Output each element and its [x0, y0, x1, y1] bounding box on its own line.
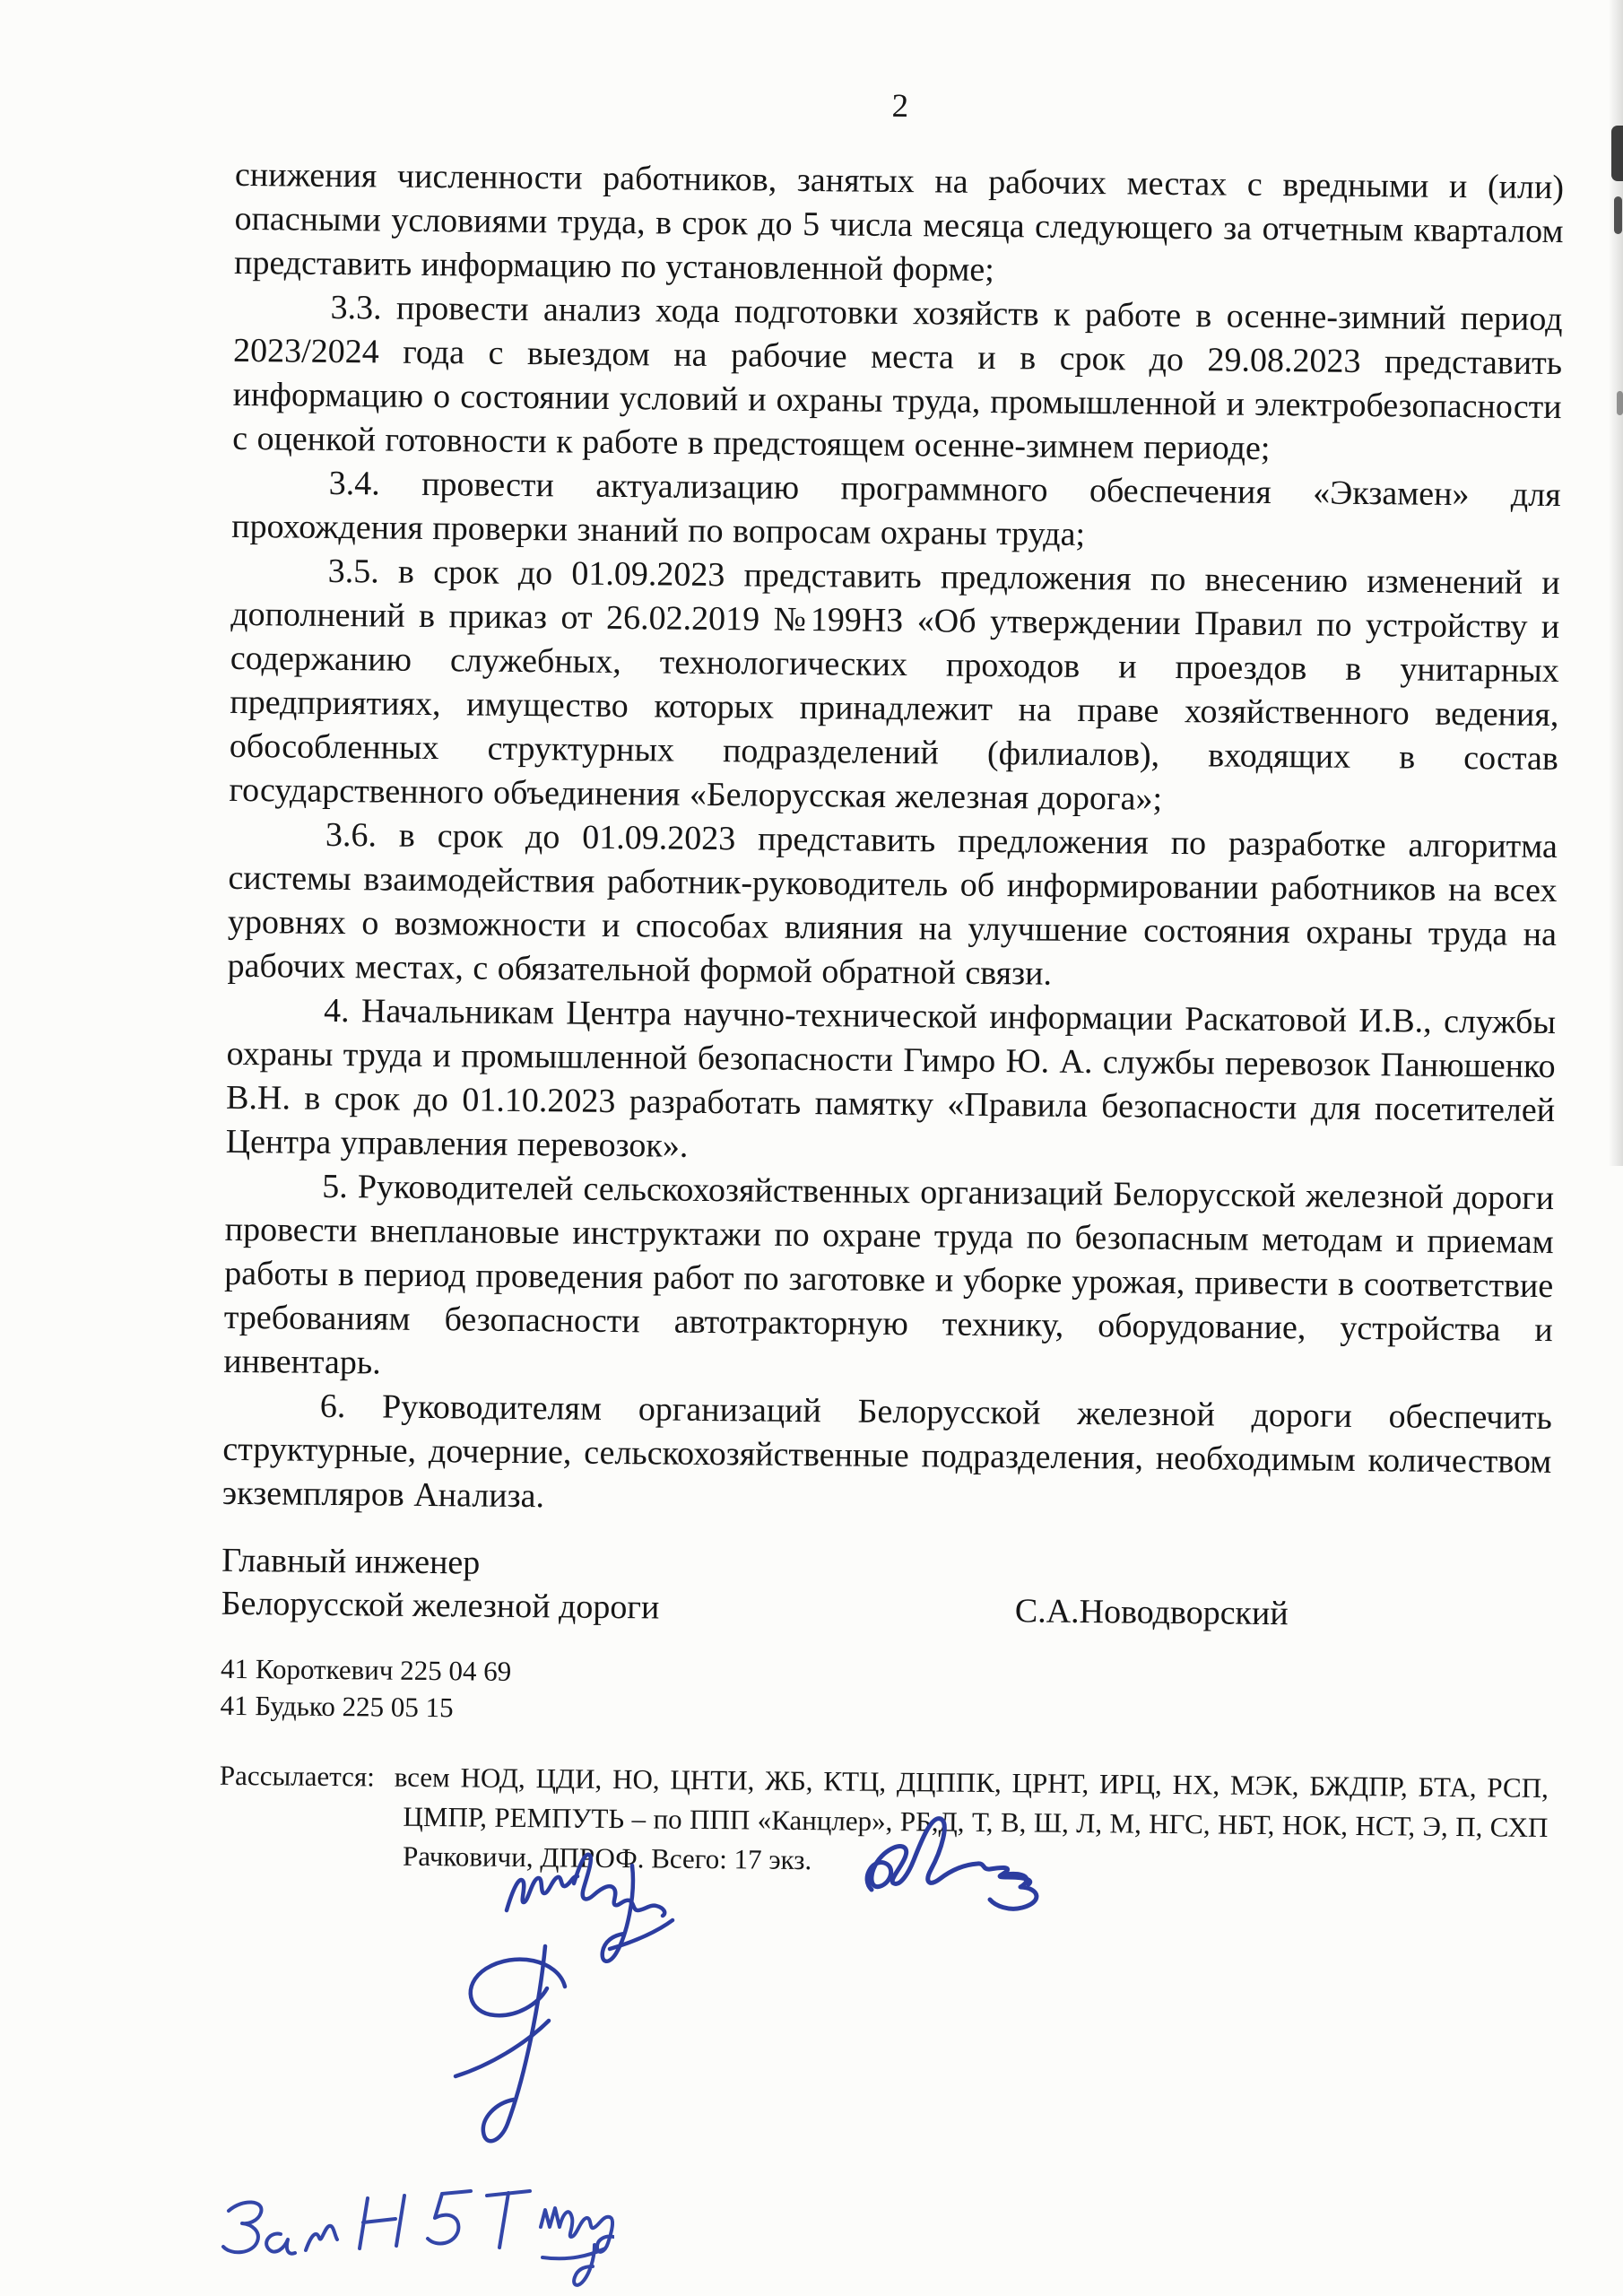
distribution-label: Рассылается:	[219, 1759, 375, 1793]
document-content	[219, 82, 1565, 1887]
distribution-block	[219, 1756, 1549, 1887]
signatory-title-line1: Главный инженер	[221, 1541, 481, 1582]
contact-line: 41 Будько 225 05 15	[220, 1689, 454, 1724]
document-body	[222, 153, 1565, 1528]
signature-block	[221, 1539, 1551, 1638]
contacts-block	[220, 1650, 1549, 1736]
signatory-title	[221, 1539, 661, 1630]
contact-line: 41 Короткевич 225 04 69	[220, 1652, 512, 1687]
handwritten-signature-contact-2	[404, 1933, 610, 2179]
scan-artifact	[1614, 196, 1622, 234]
handwritten-note-zam-nbt	[202, 2175, 614, 2296]
body-paragraph: 3.5. в срок до 01.09.2023 представить предложения по внесению изменений и дополнений в приказ от 26.02.2019 №199НЗ «Об утверждении Правил по устройству и содержанию служебных, технологических проходов и проездов в унитарных предприятиях, имущество которых принадлежит на праве хозяйственного ведения, обособленных структурных подразделений (филиалов), входящих в состав государственного объединения «Белорусская железная дорога»;	[229, 552, 1560, 818]
body-paragraph: 5. Руководителей сельскохозяйственных организаций Белорусской железной дороги провести внеплановые инструктажи по охране труда по безопасным методам и приемам работы в период проведения работ по заготовке и уборке урожая, привести в соответствие требованиям безопасности автотракторную технику, оборудование, устройства и инвентарь.	[223, 1167, 1555, 1382]
scan-artifact	[1617, 391, 1623, 415]
body-paragraph: 6. Руководителям организаций Белорусской железной дороги обеспечить структурные, дочерние, сельскохозяйственные подразделения, необходимым количеством экземпляров Анализа.	[221, 1387, 1552, 1516]
scan-artifact	[1611, 126, 1623, 181]
page-number: 2	[891, 87, 909, 126]
body-paragraph: снижения численности работников, занятых на рабочих местах с вредными и (или) опасными условиями труда, в срок до 5 числа месяца следующего за отчетным кварталом представить информацию по установленной форме;	[233, 155, 1565, 290]
body-paragraph: 4. Начальникам Центра научно-технической информации Раскатовой И.В., службы охраны труда и промышленной безопасности Гимро Ю. А. службы перевозок Панюшенко В.Н. в срок до 01.10.2023 разработать памятку «Правила безопасности для посетителей Центра управления перевозок».	[225, 991, 1557, 1165]
body-paragraph: 3.3. провести анализ хода подготовки хозяйств к работе в осенне-зимний период 2023/2024 года с выездом на рабочие места и в срок до 29.08.2023 представить информацию о состоянии условий и охраны труда, промышленной и электробезопасности с оценкой готовности к работе в предстоящем осенне-зимнем периоде;	[232, 288, 1563, 467]
body-paragraph: 3.4. провести актуализацию программного обеспечения «Экзамен» для прохождения проверки знаний по вопросам охраны труда;	[231, 464, 1561, 553]
signatory-name: С.А.Новодворский	[1014, 1592, 1289, 1633]
distribution-list: всем НОД, ЦДИ, НО, ЦНТИ, ЖБ, КТЦ, ДЦППК, ЦРНТ, ИРЦ, НХ, МЭК, БЖДПР, БТА, РСП, ЦМПР, РЕМПУТЬ – по ППП «Канцлер», РБ,Д, Т, В, Ш, Л, М, НГС, НБТ, НОК, НСТ, Э, П, СХП Рачковичи, ДПРОФ. Всего: 17 экз.	[394, 1761, 1549, 1876]
body-paragraph: 3.6. в срок до 01.09.2023 представить предложения по разработке алгоритма системы взаимодействия работник-руководитель об информировании работников на всех уровнях о возможности и способах влияния на улучшение состояния охраны труда на рабочих местах, с обязательной формой обратной связи.	[227, 815, 1558, 993]
signatory-title-line2: Белорусской железной дороги	[221, 1584, 660, 1627]
